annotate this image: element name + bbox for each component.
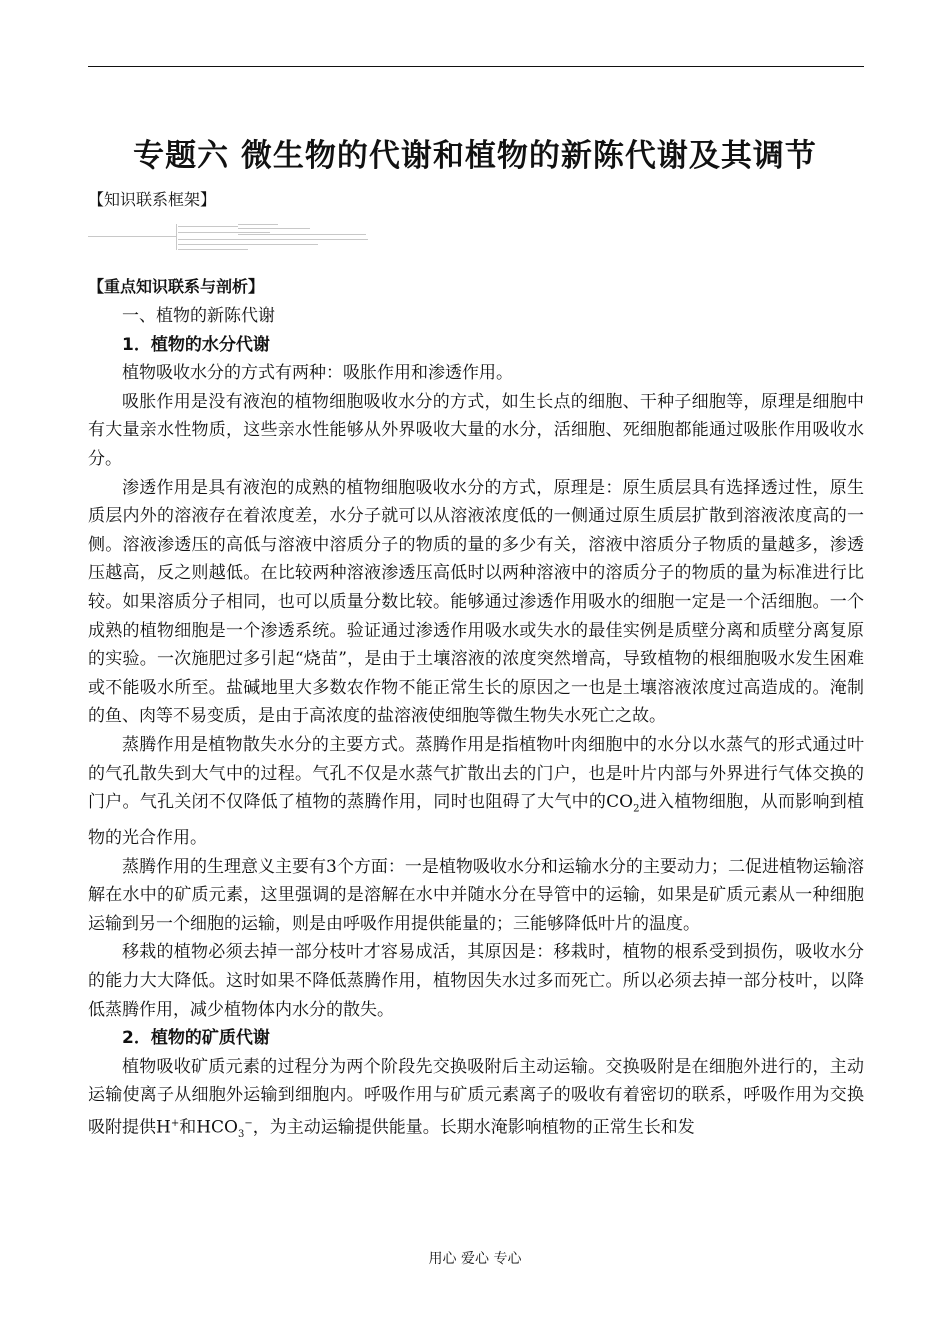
paragraph: 吸胀作用是没有液泡的植物细胞吸收水分的方式，如生长点的细胞、干种子细胞等，原理是细胞中有大量亲水性物质，这些亲水性能够从外界吸收大量的水分，活细胞、死细胞都能通过吸胀作用吸收水分。 <box>88 391 864 469</box>
section-key-heading: 【重点知识联系与剖析】 <box>88 277 265 296</box>
paragraph: 蒸腾作用的生理意义主要有3个方面：一是植物吸收水分和运输水分的主要动力；二促进植物运输溶解在水中的矿质元素，这里强调的是溶解在水中并随水分在导管中的运输，如果是矿质元素从一种细胞运输到另一个细胞的运输，则是由呼吸作用提供能量的；三能够降低叶片的温度。 <box>88 856 864 934</box>
page-title: 专题六 微生物的代谢和植物的新陈代谢及其调节 <box>133 138 817 174</box>
paragraph: 植物吸收矿质元素的过程分为两个阶段先交换吸附后主动运输。交换吸附是在细胞外进行的，主动运输使离子从细胞外运输到细胞内。呼吸作用与矿质元素离子的吸收有着密切的联系，呼吸作用为交换吸附提供H+和$HCO_3^-$，为主动运输提供能量。长期水淹影响植物的正常生长和发 <box>88 1056 864 1141</box>
header-rule <box>88 66 864 67</box>
part-one-heading: 一、植物的新陈代谢 <box>122 306 275 326</box>
paragraph: 移栽的植物必须去掉一部分枝叶才容易成活，其原因是：移栽时，植物的根系受到损伤，吸收水分的能力大大降低。这时如果不降低蒸腾作用，植物因失水过多而死亡。所以必须去掉一部分枝叶，以降低蒸腾作用，减少植物体内水分的散失。 <box>88 942 864 1020</box>
heading-mineral-metabolism: 2．植物的矿质代谢 <box>122 1028 270 1049</box>
paragraph: 蒸腾作用是植物散失水分的主要方式。蒸腾作用是指植物叶肉细胞中的水分以水蒸气的形式通过叶的气孔散失到大气中的过程。气孔不仅是水蒸气扩散出去的门户，也是叶片内部与外界进行气体交换的门户。气孔关闭不仅降低了植物的蒸腾作用，同时也阻碍了大气中的$CO_2$进入植物细胞，从而影响到植物的光合作用。 <box>88 734 864 849</box>
section-framework-heading: 【知识联系框架】 <box>88 190 217 209</box>
article-body <box>88 302 864 1150</box>
framework-diagram <box>88 222 368 252</box>
paragraph: 植物吸收水分的方式有两种：吸胀作用和渗透作用。 <box>122 363 513 384</box>
heading-water-metabolism: 1．植物的水分代谢 <box>122 334 270 355</box>
page-footer: 用心 爱心 专心 <box>428 1251 522 1267</box>
paragraph: 渗透作用是具有液泡的成熟的植物细胞吸收水分的方式，原理是：原生质层具有选择透过性，原生质层内外的溶液存在着浓度差，水分子就可以从溶液浓度低的一侧通过原生质层扩散到溶液浓度高的一侧。溶液渗透压的高低与溶液中溶质分子的物质的量的多少有关，溶液中溶质分子物质的量越多，渗透压越高，反之则越低。在比较两种溶液渗透压高低时以两种溶液中的溶质分子的物质的量为标准进行比较。如果溶质分子相同，也可以质量分数比较。能够通过渗透作用吸水的细胞一定是一个活细胞。一个成熟的植物细胞是一个渗透系统。验证通过渗透作用吸水或失水的最佳实例是质壁分离和质壁分离复原的实验。一次施肥过多引起“烧苗”，是由于土壤溶液的浓度突然增高，导致植物的根细胞吸水发生困难或不能吸水所至。盐碱地里大多数农作物不能正常生长的原因之一也是土壤溶液浓度过高造成的。淹制的鱼、肉等不易变质，是由于高浓度的盐溶液使细胞等微生物失水死亡之故。 <box>88 477 864 727</box>
